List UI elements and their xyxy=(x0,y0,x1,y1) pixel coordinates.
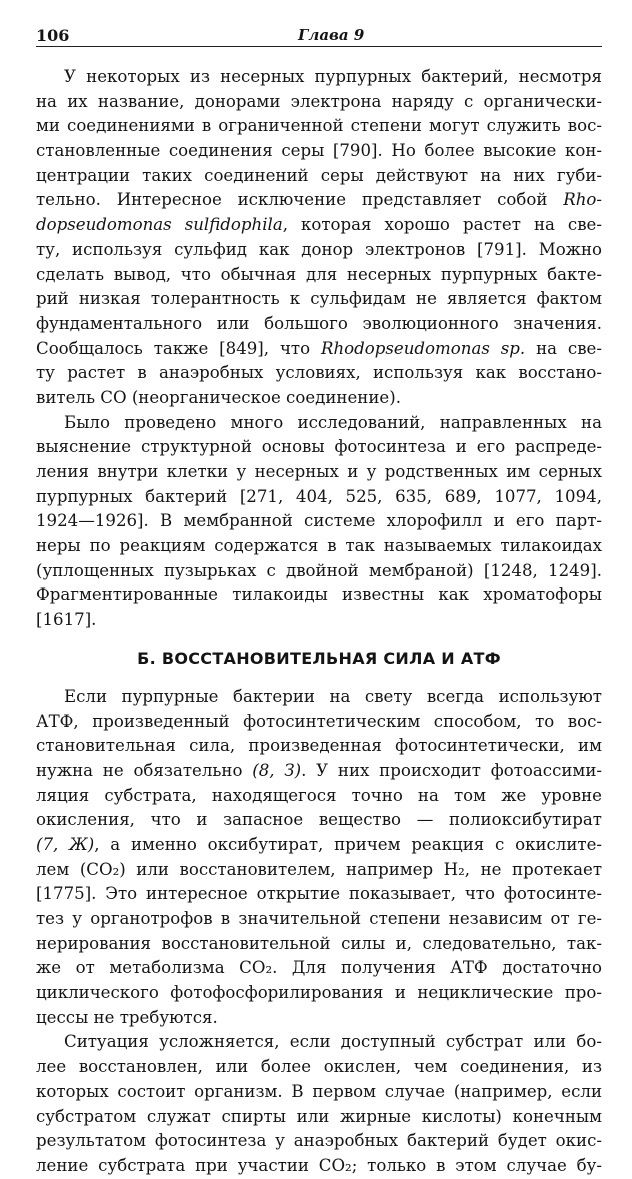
text-line xyxy=(36,337,602,362)
text-line: лем (CO₂) или восстановителем, например H₂, не протекает xyxy=(36,859,602,879)
text-line xyxy=(36,188,602,213)
text-line: [1775]. Это интересное открытие показывает, что фотосинте- xyxy=(36,884,602,904)
text-line: рий низкая толерантность к сульфидам не является фактом xyxy=(36,289,602,309)
text-line: АТФ, произведенный фотосинтетическим способом, то вос- xyxy=(36,711,602,731)
text-line: лее восстановлен, или более окислен, чем соединения, из xyxy=(36,1057,602,1077)
text-line: субстратом служат спирты или жирные кислоты) конечным xyxy=(36,1106,602,1126)
text-line: [1617]. xyxy=(36,610,97,630)
text-segment: нужна не обязательно xyxy=(36,760,253,780)
section-heading: Б. ВОССТАНОВИТЕЛЬНАЯ СИЛА И АТФ xyxy=(137,648,501,668)
running-title: Глава 9 xyxy=(298,26,365,44)
text-line: (уплощенных пузырьках с двойной мембраной) [1248, 1249]. xyxy=(36,560,602,580)
species-name: Rhodopseudomonas sp. xyxy=(321,338,526,358)
text-line: Фрагментированные тилакоиды известны как хроматофоры xyxy=(36,585,602,605)
text-segment: , которая хорошо растет на све- xyxy=(282,215,602,235)
text-line xyxy=(36,833,602,858)
text-line: ляция субстрата, находящегося точно на том же уровне xyxy=(36,785,602,805)
text-line: ту, используя сульфид как донор электронов [791]. Можно xyxy=(36,239,602,259)
text-line: на их название, донорами электрона наряду с органически- xyxy=(36,91,602,111)
text-line: же от метаболизма CO₂. Для получения АТФ достаточно xyxy=(36,958,602,978)
figure-reference: (7, Ж) xyxy=(36,834,95,854)
text-line: которых состоит организм. В первом случае (например, если xyxy=(36,1081,602,1101)
paragraph-4 xyxy=(36,1030,602,1178)
text-line: ления внутри клетки у несерных и у родственных им серных xyxy=(36,462,602,481)
text-line: выяснение структурной основы фотосинтеза и его распреде- xyxy=(36,437,602,457)
text-line: Было проведено много исследований, направленных на xyxy=(64,412,602,432)
text-line: У некоторых из несерных пурпурных бактерий, несмотря xyxy=(64,67,602,86)
text-line: ление субстрата при участии CO₂; только в этом случае бу- xyxy=(36,1155,602,1175)
text-line: Ситуация усложняется, если доступный субстрат или бо- xyxy=(64,1032,602,1052)
text-segment: . У них происходит фотоассими- xyxy=(301,760,602,780)
text-line: становительная сила, произведенная фотосинтетически, им xyxy=(36,736,602,756)
page-number: 106 xyxy=(36,26,70,45)
text-line: сделать вывод, что обычная для несерных пурпурных бакте- xyxy=(36,264,602,284)
paragraph-3 xyxy=(36,685,602,1031)
text-line: циклического фотофосфорилирования и нециклические про- xyxy=(36,983,602,1003)
species-name: dopseudomonas sulfidophila xyxy=(36,215,283,235)
text-line xyxy=(36,213,602,238)
text-line: становленные соединения серы [790]. Но более высокие кон- xyxy=(36,141,602,161)
species-name: Rho- xyxy=(563,190,602,210)
text-line: неры по реакциям содержатся в так называемых тилакоидах xyxy=(36,536,602,556)
text-line: Если пурпурные бактерии на свету всегда используют xyxy=(64,686,602,706)
text-segment: на све- xyxy=(525,338,602,358)
text-segment: , а именно оксибутират, причем реакция с окислите- xyxy=(94,834,602,854)
text-line: 1924—1926]. В мембранной системе хлорофилл и его парт- xyxy=(36,511,602,531)
book-page xyxy=(36,24,602,1179)
text-line: результатом фотосинтеза у анаэробных бактерий будет окис- xyxy=(36,1131,602,1151)
page-header xyxy=(36,24,602,47)
text-segment: Сообщалось также [849], что xyxy=(36,338,321,358)
text-line: пурпурных бактерий [271, 404, 525, 635, 689, 1077, 1094, xyxy=(36,486,602,506)
figure-reference: (8, З) xyxy=(252,760,302,780)
text-line: фундаментального или большого эволюционного значения. xyxy=(36,313,602,333)
text-line: ту растет в анаэробных условиях, используя как восстано- xyxy=(36,363,602,383)
paragraph-2 xyxy=(36,411,602,633)
paragraph-1 xyxy=(36,65,602,411)
text-line xyxy=(36,759,602,784)
text-line: окисления, что и запасное вещество — полиоксибутират xyxy=(36,810,602,830)
body-text xyxy=(36,65,602,1179)
text-segment: тельно. Интересное исключение представляет собой xyxy=(36,190,564,210)
text-line: цессы не требуются. xyxy=(36,1007,218,1027)
text-line: тез у органотрофов в значительной степени независим от ге- xyxy=(36,909,602,928)
text-line: ми соединениями в ограниченной степени могут служить вос- xyxy=(36,116,602,136)
text-line: нерирования восстановительной силы и, следовательно, так- xyxy=(36,933,602,953)
text-line: центрации таких соединений серы действуют на них губи- xyxy=(36,165,602,185)
text-line: витель CO (неорганическое соединение). xyxy=(36,387,401,407)
